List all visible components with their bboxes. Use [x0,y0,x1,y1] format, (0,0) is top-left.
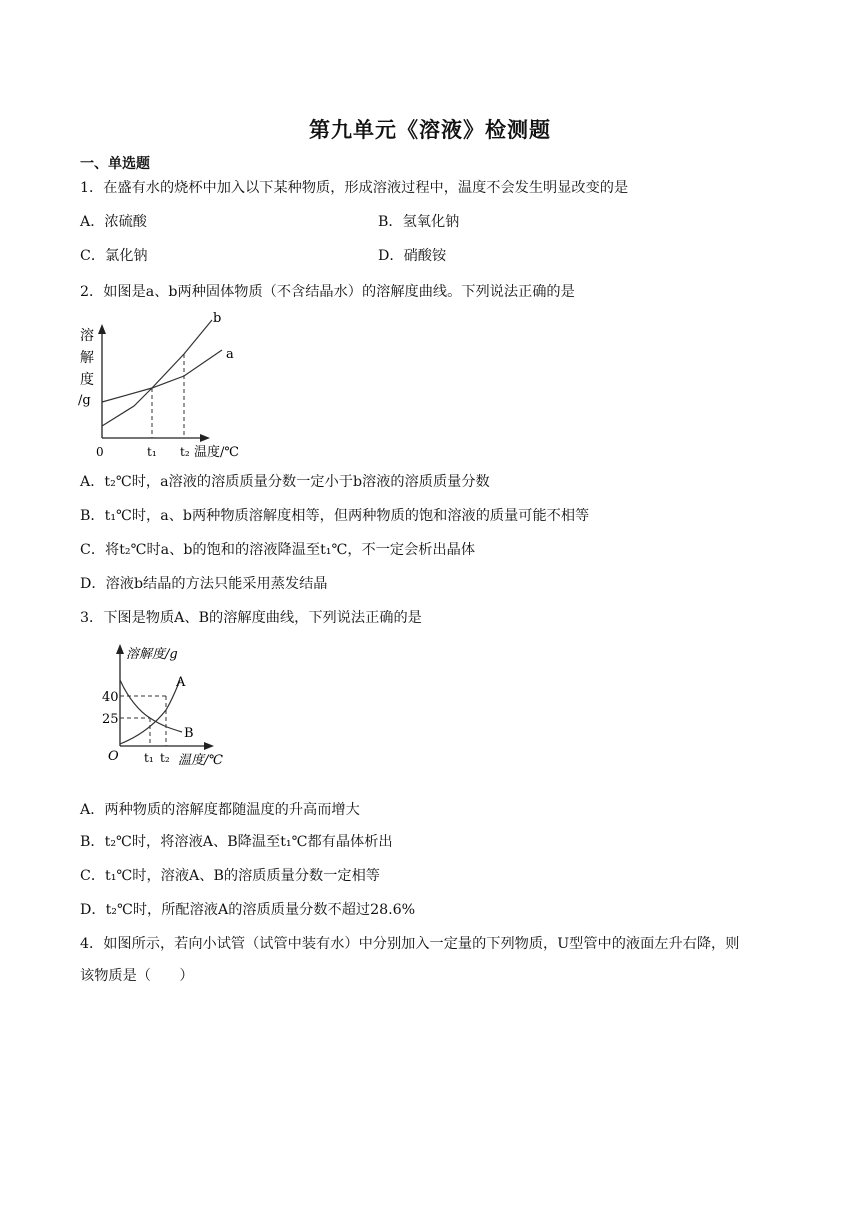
q1-option-d: D．硝酸铵 [378,248,447,264]
q3-stem: 3．下图是物质A、B的溶解度曲线，下列说法正确的是 [80,610,422,626]
q2-curve-a [102,350,222,402]
q2-label-a: a [226,347,234,362]
q3-curve-B [120,680,182,732]
q1-option-b: B．氢氧化钠 [378,214,460,230]
q3-label-B: B [184,726,194,741]
q3-solubility-graph [100,640,240,772]
q2-ylabel-3: 度 [80,372,94,388]
q1-option-a: A．浓硫酸 [80,214,147,230]
q2-stem: 2．如图是a、b两种固体物质（不含结晶水）的溶解度曲线。下列说法正确的是 [80,284,575,300]
q2-ylabel-4: /g [78,393,91,408]
q1-option-c: C．氯化钠 [80,248,148,264]
q2-y-arrow [98,324,106,334]
q2-option-a: A．t₂℃时，a溶液的溶质质量分数一定小于b溶液的溶质质量分数 [80,474,490,490]
q3-option-c: C．t₁℃时，溶液A、B的溶质质量分数一定相等 [80,868,380,884]
q2-ylabel-2: 解 [80,350,94,366]
q3-origin: O [108,749,119,764]
q3-option-b: B．t₂℃时，将溶液A、B降温至t₁℃都有晶体析出 [80,834,393,850]
q2-option-d: D．溶液b结晶的方法只能采用蒸发结晶 [80,576,328,592]
page-title: 第九单元《溶液》检测题 [309,117,551,142]
q2-option-b: B．t₁℃时，a、b两种物质溶解度相等，但两种物质的饱和溶液的质量可能不相等 [80,508,590,524]
q2-solubility-graph [74,310,254,460]
q3-x-arrow [204,742,214,750]
q3-xlabel: 温度/℃ [178,753,223,768]
q3-y-arrow [116,644,124,654]
q2-tick-t1: t₁ [147,445,157,459]
q2-x-arrow [200,434,210,442]
q4-stem-line2: 该物质是（ ） [80,968,194,984]
q3-tick-40: 40 [102,690,119,705]
q2-label-b: b [213,311,222,326]
q3-label-A: A [176,675,186,690]
q3-tick-t2: t₂ [160,751,170,765]
q3-option-d: D．t₂℃时，所配溶液A的溶质质量分数不超过28.6% [80,902,416,918]
q2-origin: 0 [96,445,104,459]
q3-ylabel: 溶解度/g [126,647,178,662]
q3-tick-t1: t₁ [144,751,154,765]
q2-ylabel-1: 溶 [80,328,94,344]
q2-xlabel: 温度/℃ [194,445,239,460]
section-heading: 一、单选题 [80,156,150,172]
q3-tick-25: 25 [102,712,119,727]
q2-curve-b [102,320,212,426]
q2-option-c: C．将t₂℃时a、b的饱和的溶液降温至t₁℃，不一定会析出晶体 [80,542,476,558]
q3-option-a: A．两种物质的溶解度都随温度的升高而增大 [80,802,360,818]
q4-stem-line1: 4．如图所示，若向小试管（试管中装有水）中分别加入一定量的下列物质，U型管中的液面左升右降，则 [80,936,740,952]
q1-stem: 1．在盛有水的烧杯中加入以下某种物质，形成溶液过程中，温度不会发生明显改变的是 [80,180,629,196]
q2-tick-t2: t₂ [180,445,190,459]
